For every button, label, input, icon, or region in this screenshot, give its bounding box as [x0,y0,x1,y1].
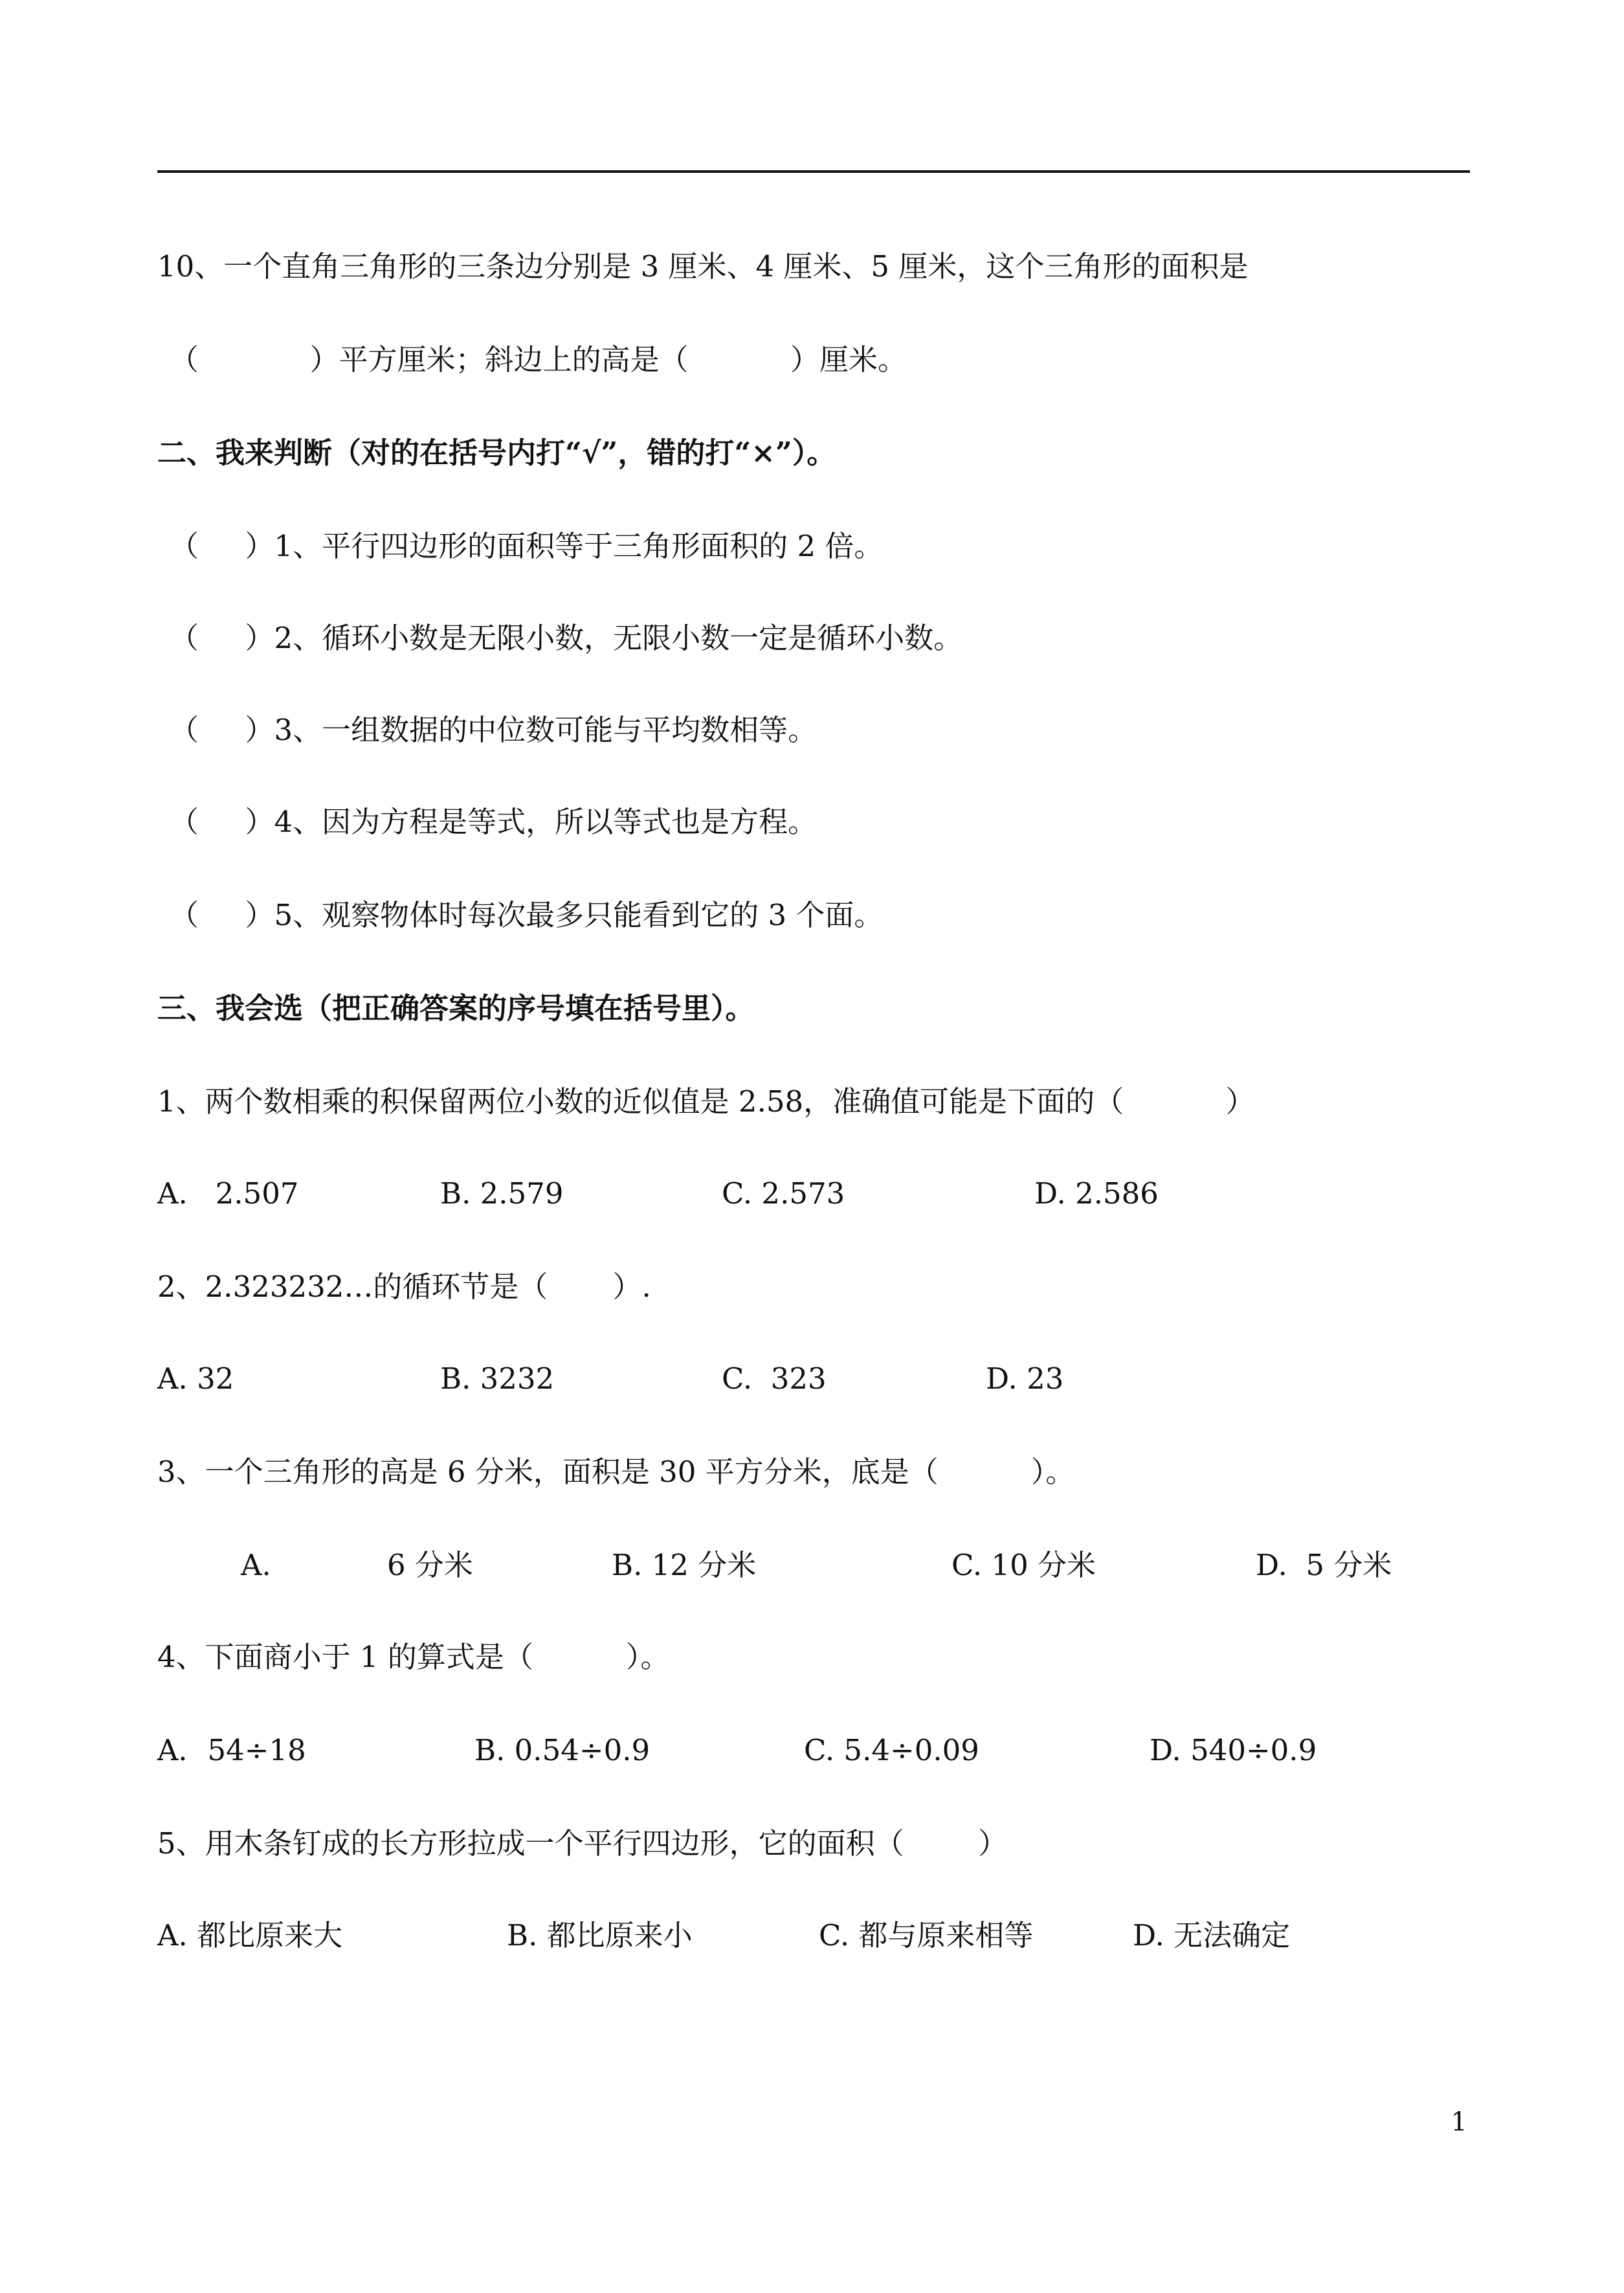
judge-item-4: （ ）4、因为方程是等式，所以等式也是方程。 [170,805,818,839]
q5-option-b: B. 都比原来小 [507,1918,693,1952]
q4-option-b: B. 0.54÷0.9 [474,1733,651,1767]
page-number: 1 [1451,2107,1467,2137]
judge-item-1: （ ）1、平行四边形的面积等于三角形面积的 2 倍。 [170,529,884,563]
choice-question-2: 2、2.323232…的循环节是（ ）. [157,1270,651,1304]
question-10-line2: （ ）平方厘米；斜边上的高是（ ）厘米。 [170,342,907,377]
q4-option-a: A．54÷18 [157,1733,306,1767]
q3-option-b: B. 12 分米 [612,1548,757,1582]
q1-option-a: A. 2.507 [157,1176,299,1211]
q1-option-b: B. 2.579 [440,1176,564,1211]
q2-option-a: A. 32 [157,1361,234,1396]
q2-option-c: C. 323 [722,1361,827,1396]
q5-option-a: A. 都比原来大 [157,1918,343,1952]
choice-question-1: 1、两个数相乘的积保留两位小数的近似值是 2.58，准确值可能是下面的（ ） [157,1084,1255,1119]
q2-option-b: B. 3232 [440,1361,555,1396]
q2-option-d: D. 23 [986,1361,1064,1396]
section-3-title: 三、我会选（把正确答案的序号填在括号里）。 [157,991,755,1025]
q1-option-c: C. 2.573 [722,1176,845,1211]
q3-option-a: A. [241,1548,271,1582]
q4-option-c: C. 5.4÷0.09 [804,1733,979,1767]
question-10-line1: 10、一个直角三角形的三条边分别是 3 厘米、4 厘米、5 厘米，这个三角形的面积是 [157,249,1249,284]
section-2-title: 二、我来判断（对的在括号内打“√”，错的打“×”）。 [157,436,836,470]
q3-option-a-value: 6 分米 [387,1548,473,1582]
choice-question-3: 3、一个三角形的高是 6 分米，面积是 30 平方分米，底是（ ）。 [157,1455,1075,1489]
q1-option-d: D. 2.586 [1034,1176,1159,1211]
choice-question-4: 4、下面商小于 1 的算式是（ ）。 [157,1640,670,1674]
judge-item-2: （ ）2、循环小数是无限小数，无限小数一定是循环小数。 [170,621,963,655]
q3-option-c: C. 10 分米 [951,1548,1096,1582]
judge-item-5: （ ）5、观察物体时每次最多只能看到它的 3 个面。 [170,898,884,932]
q3-option-d: D. 5 分米 [1256,1548,1392,1582]
judge-item-3: （ ）3、一组数据的中位数可能与平均数相等。 [170,713,818,747]
choice-question-5: 5、用木条钉成的长方形拉成一个平行四边形，它的面积（ ） [157,1826,1008,1861]
q5-option-c: C. 都与原来相等 [819,1918,1034,1952]
header-rule [157,170,1470,173]
q5-option-d: D. 无法确定 [1133,1918,1291,1952]
q4-option-d: D. 540÷0.9 [1150,1733,1317,1767]
